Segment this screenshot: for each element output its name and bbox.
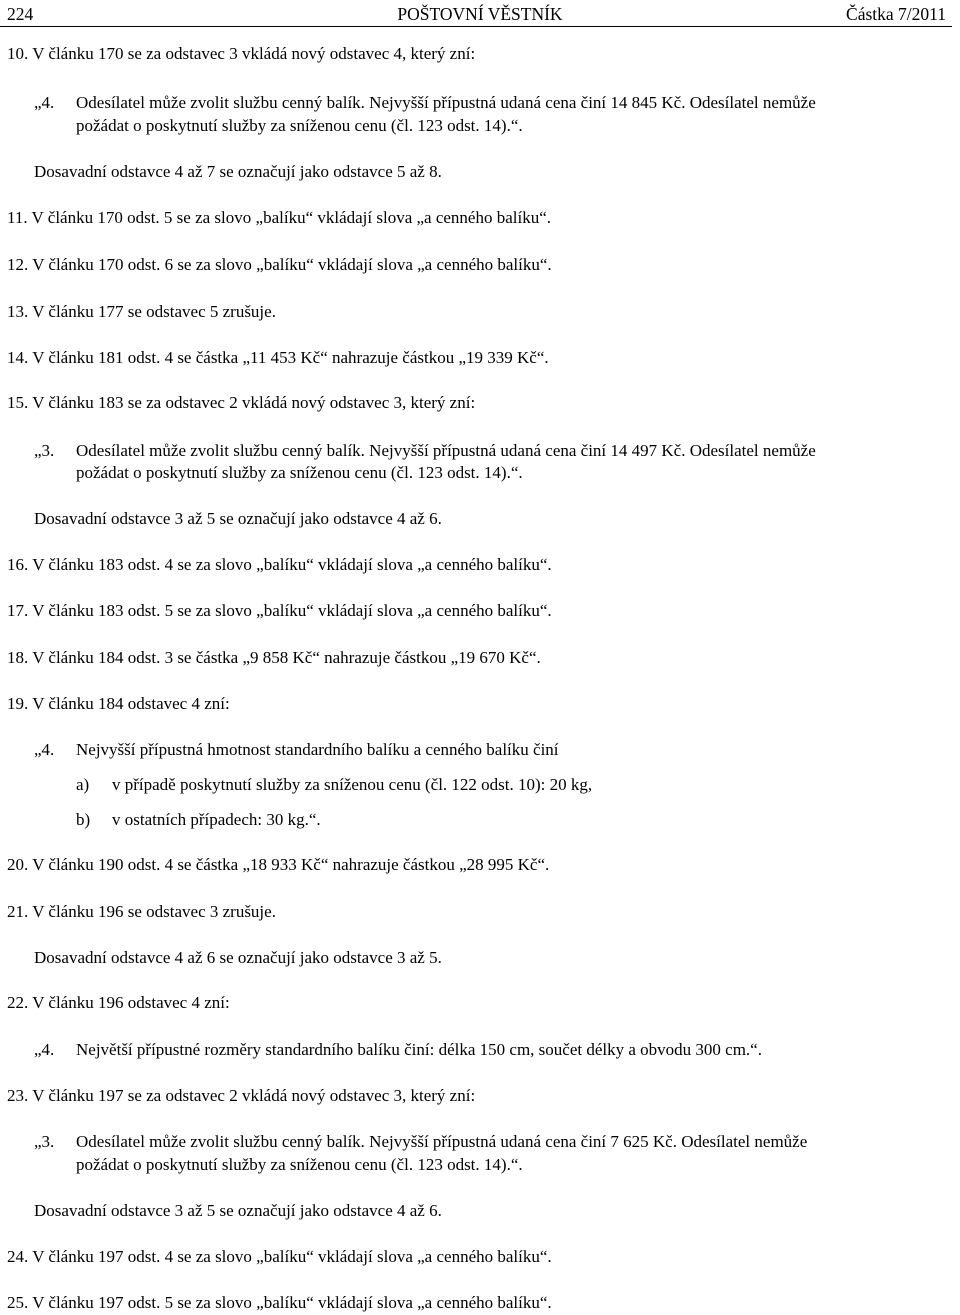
paragraph-12: 12. V článku 170 odst. 6 se za slovo „balíku“ vkládají slova „a cenného balíku“. [7,255,552,274]
paragraph-15: 15. V článku 183 se za odstavec 2 vkládá nový odstavec 3, který zní: [7,393,476,412]
journal-title: POŠTOVNÍ VĚSTNÍK [397,4,563,24]
renumbering-note: Dosavadní odstavce 3 až 5 se označují jako odstavce 4 až 6. [34,509,442,528]
quote-marker: „4. [34,93,55,112]
quote-marker: „4. [34,740,55,759]
quote-marker: „3. [34,1132,55,1151]
renumbering-note: Dosavadní odstavce 3 až 5 se označují jako odstavce 4 až 6. [34,1201,442,1220]
quote-marker: „4. [34,1040,55,1059]
quote-text-line: Nejvyšší přípustná hmotnost standardního balíku a cenného balíku činí [76,740,559,759]
paragraph-19: 19. V článku 184 odstavec 4 zní: [7,694,230,713]
renumbering-note: Dosavadní odstavce 4 až 6 se označují jako odstavce 3 až 5. [34,948,442,967]
paragraph-21: 21. V článku 196 se odstavec 3 zrušuje. [7,902,276,921]
paragraph-14: 14. V článku 181 odst. 4 se částka „11 453 Kč“ nahrazuje částkou „19 339 Kč“. [7,348,549,367]
list-item-text: v ostatních případech: 30 kg.“. [112,810,321,829]
quote-text-line: požádat o poskytnutí služby za sníženou cenu (čl. 123 odst. 14).“. [76,463,523,482]
quote-text-line: Odesílatel může zvolit službu cenný balík. Nejvyšší přípustná udaná cena činí 7 625 Kč. Odesílatel nemůže [76,1132,808,1151]
paragraph-24: 24. V článku 197 odst. 4 se za slovo „balíku“ vkládají slova „a cenného balíku“. [7,1247,552,1266]
quote-marker: „3. [34,441,55,460]
paragraph-18: 18. V článku 184 odst. 3 se částka „9 858 Kč“ nahrazuje částkou „19 670 Kč“. [7,648,541,667]
header-divider [0,26,952,27]
paragraph-20: 20. V článku 190 odst. 4 se částka „18 933 Kč“ nahrazuje částkou „28 995 Kč“. [7,855,550,874]
list-item-text: v případě poskytnutí služby za sníženou cenu (čl. 122 odst. 10): 20 kg, [112,775,593,794]
paragraph-16: 16. V článku 183 odst. 4 se za slovo „balíku“ vkládají slova „a cenného balíku“. [7,555,552,574]
quote-text-line: Odesílatel může zvolit službu cenný balík. Nejvyšší přípustná udaná cena činí 14 845 Kč. Odesílatel nemůže [76,93,816,112]
page-number: 224 [7,4,34,24]
page-header [0,0,960,26]
quote-text-line: Odesílatel může zvolit službu cenný balík. Nejvyšší přípustná udaná cena činí 14 497 Kč. Odesílatel nemůže [76,441,816,460]
issue-label: Částka 7/2011 [846,4,946,24]
quote-text-line: požádat o poskytnutí služby za sníženou cenu (čl. 123 odst. 14).“. [76,116,523,135]
paragraph-13: 13. V článku 177 se odstavec 5 zrušuje. [7,302,276,321]
renumbering-note: Dosavadní odstavce 4 až 7 se označují jako odstavce 5 až 8. [34,162,442,181]
paragraph-22: 22. V článku 196 odstavec 4 zní: [7,993,230,1012]
paragraph-25: 25. V článku 197 odst. 5 se za slovo „balíku“ vkládají slova „a cenného balíku“. [7,1293,552,1312]
paragraph-11: 11. V článku 170 odst. 5 se za slovo „balíku“ vkládají slova „a cenného balíku“. [7,208,552,227]
list-item-marker: b) [76,810,91,829]
paragraph-10: 10. V článku 170 se za odstavec 3 vkládá nový odstavec 4, který zní: [7,44,476,63]
quote-text-line: požádat o poskytnutí služby za sníženou cenu (čl. 123 odst. 14).“. [76,1155,523,1174]
quote-text-line: Největší přípustné rozměry standardního balíku činí: délka 150 cm, součet délky a obvodu 300 cm.“. [76,1040,762,1059]
paragraph-17: 17. V článku 183 odst. 5 se za slovo „balíku“ vkládají slova „a cenného balíku“. [7,601,552,620]
paragraph-23: 23. V článku 197 se za odstavec 2 vkládá nový odstavec 3, který zní: [7,1086,476,1105]
list-item-marker: a) [76,775,90,794]
